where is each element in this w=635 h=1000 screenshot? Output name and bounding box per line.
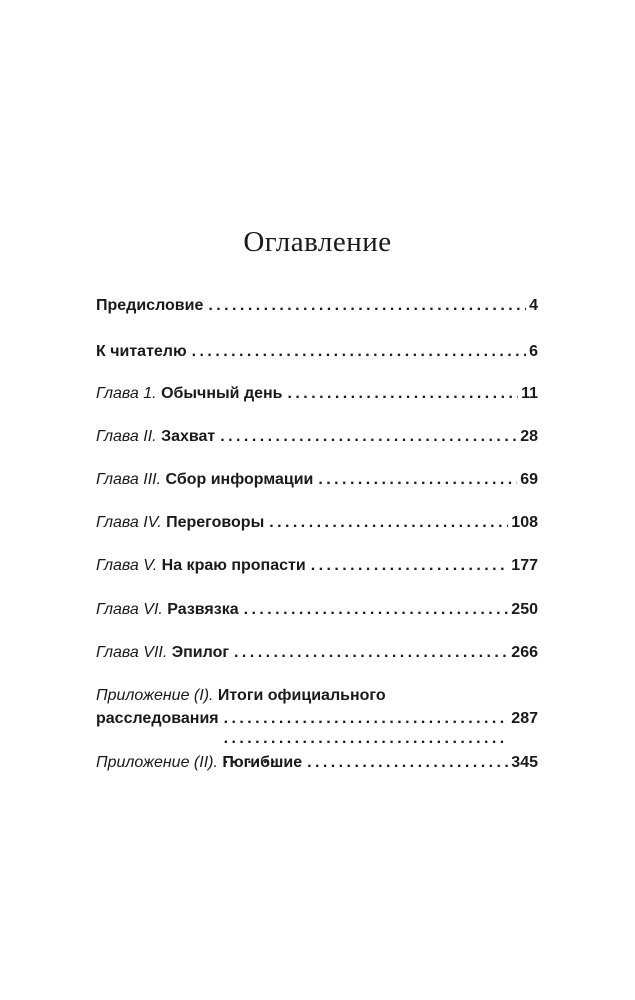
- toc-entry-title: К читателю: [96, 343, 187, 360]
- toc-entry-page: 177: [511, 557, 538, 574]
- toc-entry-prefix: Глава III.: [96, 471, 162, 488]
- toc-entry-chapter-7[interactable]: [96, 643, 538, 663]
- dot-leader: [192, 342, 526, 362]
- dot-leader: [311, 556, 509, 576]
- toc-entry-chapter-2[interactable]: [96, 427, 538, 447]
- toc-entry-page: 11: [521, 385, 538, 402]
- toc-entry-title: Итоги официального: [217, 687, 386, 704]
- toc-entry-title: Захват: [161, 428, 216, 445]
- toc-entry-to-reader[interactable]: [96, 342, 538, 362]
- toc-entry-title: На краю пропасти: [161, 557, 306, 574]
- toc-entry-title: Эпилог: [171, 644, 230, 661]
- toc-entry-page: 6: [529, 343, 538, 360]
- toc-entry-prefix: Приложение (I).: [96, 687, 214, 704]
- toc-entry-title: Обычный день: [161, 385, 283, 402]
- toc-entry-prefix: Глава VII.: [96, 644, 168, 661]
- toc-entry-page: 28: [520, 428, 538, 445]
- toc-entry-prefix: Глава VI.: [96, 601, 163, 618]
- toc-entry-page: 108: [511, 514, 538, 531]
- toc-entry-page: 250: [511, 601, 538, 618]
- toc-entry-title: Предисловие: [96, 297, 204, 314]
- dot-leader: [244, 600, 509, 620]
- toc-entry-chapter-5[interactable]: [96, 556, 538, 576]
- dot-leader: [288, 384, 519, 404]
- dot-leader: [307, 753, 508, 773]
- toc-entry-page: 69: [520, 471, 538, 488]
- toc-entry-title: Переговоры: [166, 514, 265, 531]
- toc-entry-title: Погибшие: [222, 754, 303, 771]
- dot-leader: [208, 296, 526, 316]
- toc-entry-prefix: Глава 1.: [96, 385, 157, 402]
- toc-entry-prefix: Приложение (II).: [96, 754, 218, 771]
- toc-entry-title: Развязка: [167, 601, 239, 618]
- toc-entry-page: 4: [529, 297, 538, 314]
- toc-entry-preface[interactable]: [96, 296, 538, 316]
- toc-entry-prefix: Глава IV.: [96, 514, 162, 531]
- dot-leader: [220, 427, 517, 447]
- toc-entry-page: 266: [511, 644, 538, 661]
- toc-entry-page: 287: [511, 710, 538, 727]
- toc-entry-title: Сбор информации: [165, 471, 314, 488]
- toc-entry-chapter-3[interactable]: [96, 470, 538, 490]
- toc-entry-appendix-2[interactable]: [96, 753, 538, 773]
- toc-entry-prefix: Глава V.: [96, 557, 158, 574]
- toc-entry-prefix: Глава II.: [96, 428, 157, 445]
- page-title: Оглавление: [243, 226, 392, 258]
- toc-entry-page: 345: [511, 754, 538, 771]
- toc-entry-chapter-4[interactable]: [96, 513, 538, 533]
- toc-entry-chapter-1[interactable]: [96, 384, 538, 404]
- dot-leader: [269, 513, 508, 533]
- toc-entry-chapter-6[interactable]: [96, 600, 538, 620]
- toc-entry-title-continued: расследования: [96, 710, 219, 727]
- dot-leader: [234, 643, 508, 663]
- dot-leader: [318, 470, 517, 490]
